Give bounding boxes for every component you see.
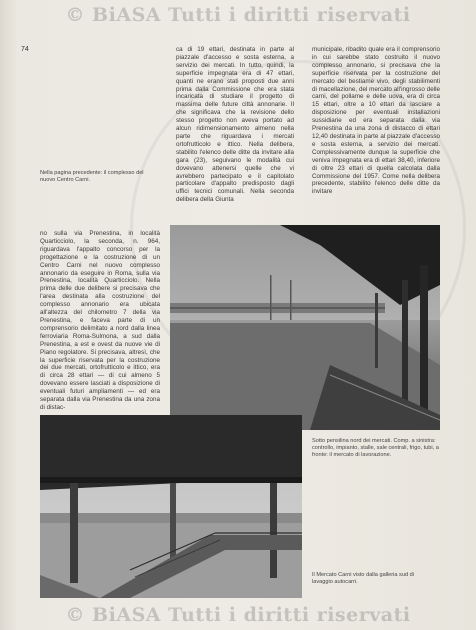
gallery-view-photo	[40, 415, 302, 598]
text-column-1	[176, 46, 294, 216]
caption-previous-page: Nella pagina precedente: il complesso del nuovo Centro Carni.	[40, 170, 144, 183]
text-column-2	[312, 46, 440, 216]
watermark-bottom: © BiASA Tutti i diritti riservati	[65, 604, 411, 626]
text-column-3	[40, 230, 160, 412]
watermark-top: © BiASA Tutti i diritti riservati	[65, 4, 411, 26]
caption-market-canopy: Sotto pensilina nord dei mercati. Comp. a sinistra: controllo, impianto, stalle, sale centrali, frigo, tubi, a fronte: il mercato di lavorazione.	[312, 438, 439, 458]
paragraph: ca di 19 ettari, destinata in parte al piazzale d'accesso e sosta esterna, a servizio dei mercati. In tutto, quindi, la superficie impegnata era di 47 ettari, quanti ne erano stati proposti due anni prima dalla Commissione che era stata incaricata di studiare il progetto di massima delle future città annonarie. Il che significava che la revisione dello stesso progetto non aveva portato ad alcun ridimensionamento almeno nella parte che riguardava i mercati ortofrutticolo e ittico. Nella delibera, stabilito l'elenco delle ditte da invitare alla gara (23), seguivano le modalità cui dovevano attenersi quelle che vi avrebbero partecipato e il capitolato particolare d'appalto predisposto dagli uffici tecnici comunali. Nella seconda delibera della Giunta	[176, 46, 294, 204]
paragraph: no sulla via Prenestina, in località Quarticciolo, la seconda, n. 964, riguardava l'appalto concorso per la progettazione e la costruzione di un Centro Carni nel nuovo complesso annonario da eseguire in Roma, sulla via Prenestina, località Quarticciolo. Nella prima delle due delibere si precisava che l'area destinata alla costruzione del complesso annonario era ubicata all'altezza del chilometro 7 della via Prenestina, e faceva parte di un comprensorio delimitato a nord dalla linea ferroviaria Roma-Sulmona, a sud dalla Prenestina, a est e ovest da nuove vie di Piano regolatore. Si precisava, altresì, che la superficie riservata per la costruzione dei due mercati, ortofrutticolo e ittico, era di circa 28 ettari — di cui almeno 5 dovevano essere lasciati a disposizione di eventuali futuri ampliamenti — ed era separata dalla via Prenestina da una zona di distac-	[40, 230, 160, 411]
caption-gallery-view: Il Mercato Carni visto dalla galleria sud di lavaggio autocarri.	[312, 572, 414, 585]
page-number: 74	[21, 46, 29, 53]
market-canopy-photo	[170, 225, 440, 430]
paragraph: municipale, ribadito quale era il comprensorio in cui sarebbe stato costruito il nuovo complesso annonario, si precisava che la superficie riservata per la costruzione del mercato del bestiame vivo, degli stabilimenti di macellazione, del mercato all'ingrosso delle carni, del pollame e delle uova, era di circa 15 ettari, oltre a 10 ettari da lasciare a disposizione per eventuali installazioni sussidiarie ed era separata dalla via Prenestina da una zona di distacco di ettari 12,40 destinata in parte al piazzale d'accesso e sosta esterna, a servizio dei mercati. Complessivamente dunque la superficie che veniva impegnata era di ettari 38,40, inferiore di oltre 23 ettari di quella calcolata dalla Commissione del 1957. Come nella delibera precedente, stabilito l'elenco delle ditte da invitare	[312, 46, 440, 196]
